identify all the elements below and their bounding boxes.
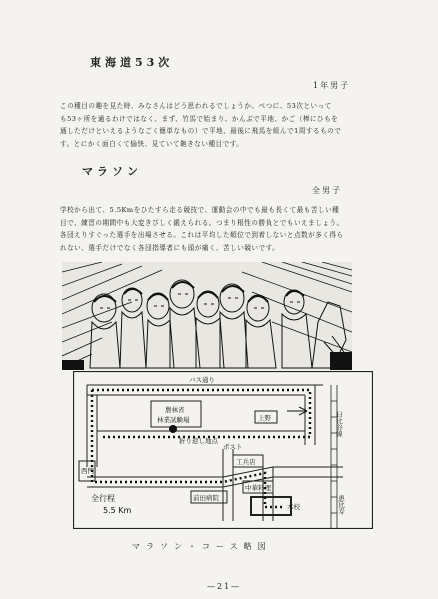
- map-label-koe: 恵比寿: [337, 495, 345, 515]
- marathon-runners-illustration: [62, 262, 352, 370]
- course-map: [73, 371, 373, 529]
- article1-title: 東海道53次: [90, 56, 174, 69]
- map-label-machida: 前田病院: [193, 494, 219, 502]
- map-label-school: 本校: [287, 503, 300, 511]
- article1-body: [60, 100, 341, 150]
- article1-line: 通しただけといえるようなごく簡単なもの）で平地、最後に飛馬を組んで1周するもので: [60, 127, 342, 136]
- article2-line: れない、選手だけでなく各団指導者にも頭が痛く、苦しい競いです。: [60, 243, 280, 252]
- article2-line: 学校から出て、5.5Kmをひたすら走る競技で、運動会の中でも最も長くて最も苦しい種: [60, 206, 340, 214]
- article2-byline: 全男子: [312, 186, 342, 195]
- article2-line: 目で、練習の期間中も大変きびしく鍛えられる。つまり根性の勝負とでもいえましょう。: [60, 218, 344, 227]
- map-label-post: ポスト: [223, 443, 243, 451]
- map-label-ministry-1: 農林省: [165, 406, 185, 414]
- article1-line: も53ヶ所を通るわけではなく、まず、竹馬で始まり、かんぶで平地、かご（棒にひもを: [60, 114, 339, 123]
- map-turn-point-marker: [169, 425, 177, 433]
- map-label-distance: 5.5 Km: [103, 506, 132, 515]
- map-label-full-course: 全行程: [91, 494, 115, 503]
- article1-byline: 1年男子: [313, 81, 351, 90]
- map-label-chuka: 中華料理: [245, 484, 271, 492]
- page-number: —21—: [207, 582, 242, 591]
- map-label-kouhan: 工兵店: [236, 458, 256, 466]
- article2-body: [60, 204, 344, 254]
- map-caption: マラソン・コース略図: [132, 542, 272, 551]
- article2-title: マラソン: [82, 165, 142, 178]
- map-label-hibiya-line: 日比谷線: [335, 411, 343, 437]
- map-label-bus-street: バス通り: [189, 376, 215, 384]
- map-label-ministry-2: 林業試験場: [157, 416, 190, 424]
- article2-line: 各団えりすぐった選手を出場させる。これは平均した順位で到着しないと点数が多く得ら: [60, 231, 344, 240]
- map-label-nishimon: 西門: [81, 467, 94, 475]
- article1-line: す。とにかく面白くて愉快、見ていて飽きない種目です。: [60, 139, 244, 148]
- map-label-ueno: 上野: [258, 414, 271, 422]
- article1-line: この種目の趣を見た時、みなさんはどう思われるでしょうか。べつに、53次といって: [60, 102, 332, 110]
- map-label-turn-point: 折り返し地点: [179, 437, 218, 445]
